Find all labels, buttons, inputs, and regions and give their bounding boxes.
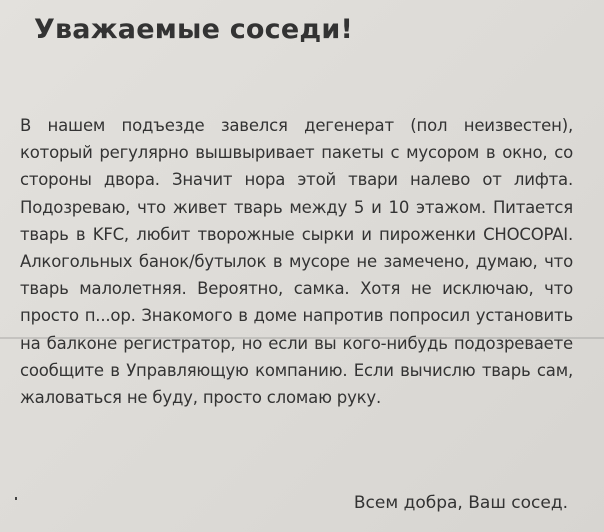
paper-fold-line [0, 337, 604, 339]
notice-title: Уважаемые соседи! [34, 14, 354, 45]
notice-body: В нашем подъезде завелся дегенерат (пол неизвестен), который регулярно вышвыривает пакеты с мусором в окно, со стороны двора. Значит нора этой твари налево от лифта. Подозреваю, что живет тварь между 5 и 10 этажом. Питается тварь в KFC, любит творожные сырки и пироженки CHOCOPAI. Алкогольных банок/бутылок в мусоре не замечено, думаю, что тварь малолетняя. Вероятно, самка. Хотя не исключаю, что просто п...ор. Знакомого в доме напротив попросил установить на балконе регистратор, но если вы кого-нибудь подозреваете сообщите в Управляющую компанию. Если вычислю тварь сам, жаловаться не буду, просто сломаю руку. [20, 116, 573, 408]
notice-signoff: Всем добра, Ваш сосед. [353, 493, 568, 513]
paper-speck [15, 497, 17, 500]
